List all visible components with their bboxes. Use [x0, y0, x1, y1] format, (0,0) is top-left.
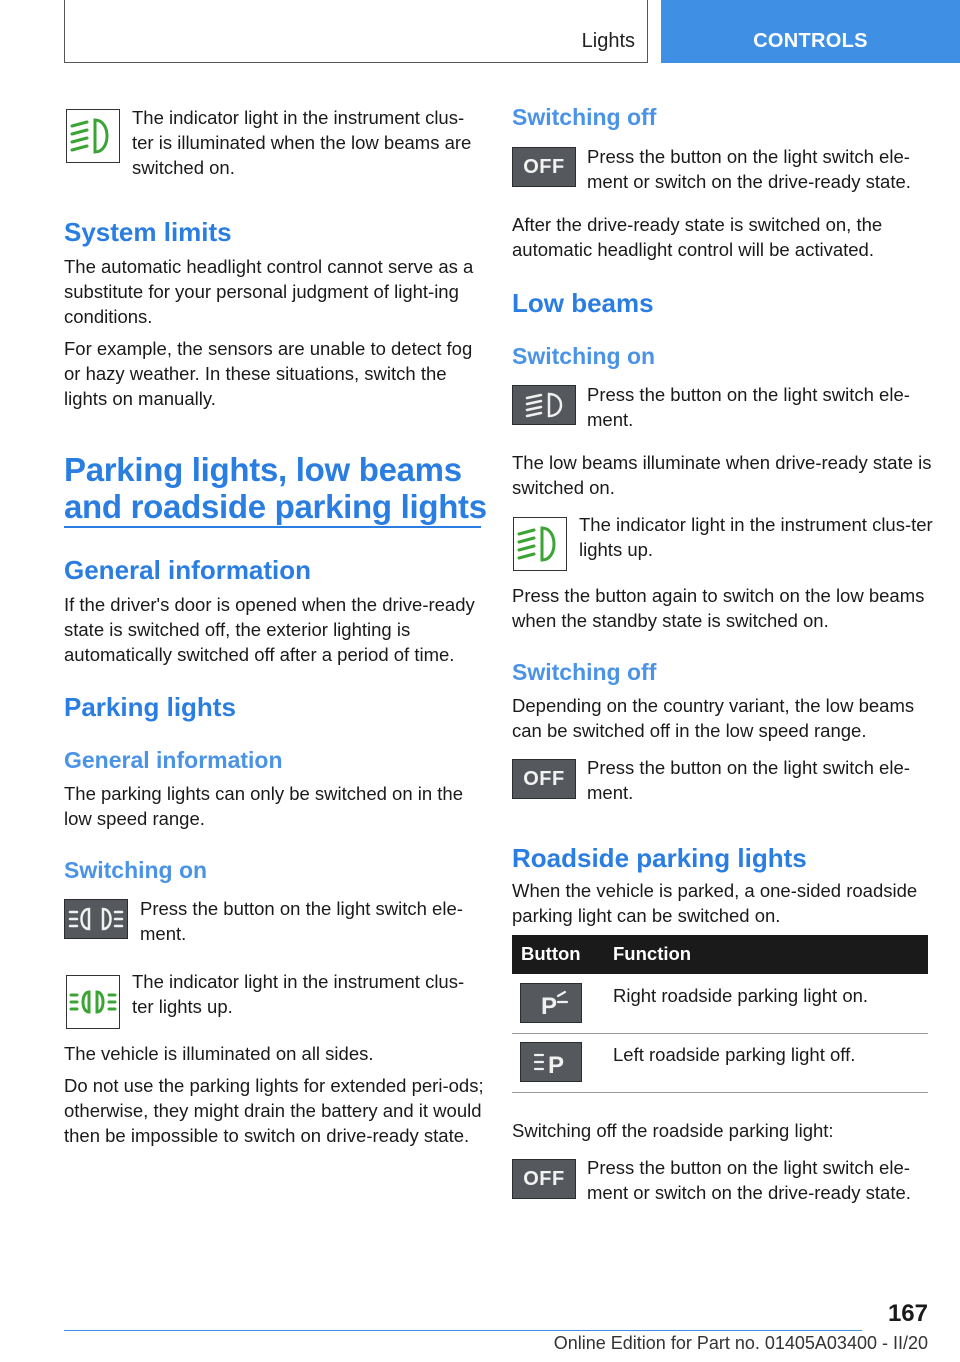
table-bottom-line [512, 1092, 928, 1093]
header-section: Lights [581, 30, 635, 52]
roadside-off-text: Press the button on the light switch ele-ment or switch on the drive-ready state. [587, 1157, 911, 1203]
header-frame [64, 0, 648, 63]
parking-warning-text: Do not use the parking lights for extended peri-ods; otherwise, they might drain the battery and it would then be impossible to switch on drive-ready state. [64, 1075, 484, 1146]
footer-rule [64, 1330, 862, 1331]
low-beams-again-text: Press the button again to switch on the low beams when the standby state is switched on. [512, 585, 925, 631]
svg-text:P: P [548, 1052, 565, 1079]
left-roadside-parking-icon [520, 1042, 582, 1082]
low-beams-off-text: Depending on the country variant, the low beams can be switched off in the low speed range. [512, 695, 915, 741]
low-beams-switching-off-heading: Switching off [512, 659, 657, 685]
roadside-table-header [512, 935, 928, 974]
header-chapter-tab[interactable]: CONTROLS [661, 0, 960, 63]
chapter-heading-rule [64, 526, 481, 528]
low-beams-illuminate-text: The low beams illuminate when drive-ready state is switched on. [512, 452, 932, 498]
roadside-heading: Roadside parking lights [512, 843, 807, 873]
parking-indicator-text: The indicator light in the instrument clus-ter lights up. [132, 971, 465, 1017]
low-beams-indicator-text: The indicator light in the instrument clus-ter lights up. [579, 514, 933, 560]
parking-lights-heading: Parking lights [64, 692, 236, 722]
right-roadside-parking-icon [520, 983, 582, 1023]
low-beams-on-text: Press the button on the light switch ele-ment. [587, 384, 910, 430]
parking-light-button-icon [64, 899, 128, 939]
low-beams-heading: Low beams [512, 288, 654, 318]
low-beam-indicator-icon-2 [513, 517, 567, 571]
page-number: 167 [887, 1300, 928, 1327]
low-beam-button-icon [512, 385, 576, 425]
parking-switch-text: Press the button on the light switch ele-ment. [140, 898, 463, 944]
chapter-heading-line2: and roadside parking lights [64, 488, 487, 525]
parking-general-text: The parking lights can only be switched on in the low speed range. [64, 783, 464, 829]
system-limits-p2: For example, the sensors are unable to detect fog or hazy weather. In these situations, switch the lights on manually. [64, 338, 473, 409]
low-beam-indicator-icon [66, 109, 120, 163]
low-beams-switching-on-heading: Switching on [512, 343, 656, 369]
roadside-intro-text: When the vehicle is parked, a one-sided roadside parking light can be switched on. [512, 880, 918, 926]
switching-off-after-text: After the drive-ready state is switched on, the automatic headlight control will be activated. [512, 214, 883, 260]
table-row-divider [512, 1033, 928, 1034]
low-beam-indicator-text: The indicator light in the instrument clus-ter is illuminated when the low beams are switched on. [132, 107, 472, 178]
switching-off-heading: Switching off [512, 104, 657, 130]
off-button-icon-3: OFF [512, 1159, 576, 1199]
parking-all-sides-text: The vehicle is illuminated on all sides. [64, 1043, 374, 1064]
chapter-heading-line1: Parking lights, low beams [64, 451, 462, 488]
system-limits-heading: System limits [64, 217, 232, 247]
off-button-icon-2: OFF [512, 759, 576, 799]
table-col-button: Button [521, 943, 581, 964]
parking-light-indicator-icon [66, 975, 120, 1029]
off-button-icon: OFF [512, 147, 576, 187]
general-info-text: If the driver's door is opened when the drive-ready state is switched off, the exterior lighting is automatically switched off after a period of time. [64, 594, 475, 665]
general-info-heading: General information [64, 555, 312, 585]
table-row-1-function: Right roadside parking light on. [613, 985, 869, 1006]
parking-switching-on-heading: Switching on [64, 857, 208, 883]
footer-edition: Online Edition for Part no. 01405A03400 - II/20 [553, 1333, 928, 1353]
switching-off-text: Press the button on the light switch ele-ment or switch on the drive-ready state. [587, 146, 911, 192]
system-limits-p1: The automatic headlight control cannot serve as a substitute for your personal judgment of light-ing conditions. [64, 256, 474, 327]
parking-general-info-heading: General information [64, 747, 283, 773]
table-row-2-function: Left roadside parking light off. [613, 1044, 856, 1065]
roadside-off-intro: Switching off the roadside parking light: [512, 1120, 834, 1141]
low-beams-off-button-text: Press the button on the light switch ele-ment. [587, 757, 910, 803]
table-col-function: Function [613, 943, 692, 964]
svg-text:P: P [541, 993, 558, 1020]
